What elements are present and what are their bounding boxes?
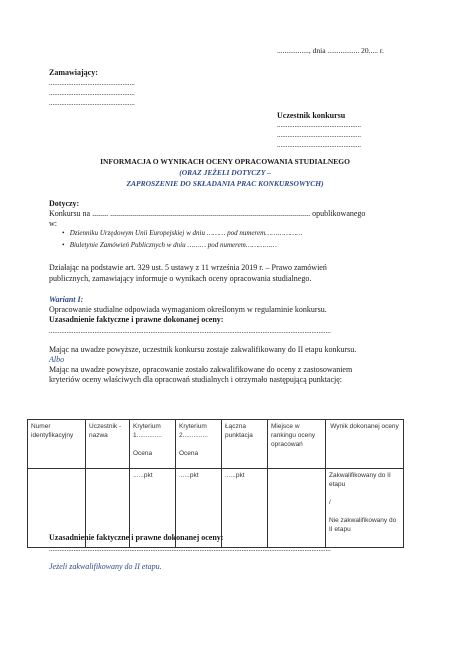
bullet-icon: • bbox=[62, 241, 70, 249]
header-cell: Numer identyfikacyjny bbox=[28, 420, 86, 469]
table-header-row bbox=[28, 420, 404, 469]
header-cell: Miejsce w rankingu oceny opracowań bbox=[268, 420, 326, 469]
majac-line: Mając na uwadze powyższe, uczestnik konkursu zostaje zakwalifikowany do II etapu konkursu. bbox=[49, 345, 357, 354]
header-cell: Kryterium 2.............. Ocena bbox=[176, 420, 222, 469]
intro-line-2: publicznych, zamawiający informuje o wynikach oceny opracowania studialnego. bbox=[49, 274, 312, 283]
cell-kryterium-2: ......pkt bbox=[176, 469, 222, 548]
footer-uzasadnienie-label: Uzasadnienie faktyczne i prawne dokonanej oceny: bbox=[49, 533, 224, 542]
bullet-biuletyn bbox=[62, 241, 277, 249]
konkursu-line: Konkursu na ........ .................................................................................................... opublikowanego bbox=[49, 209, 366, 218]
uczestnik-line-2: ................................................ bbox=[277, 131, 361, 139]
header-cell: Uczestnik - nazwa bbox=[86, 420, 130, 469]
cell-miejsce bbox=[268, 469, 326, 548]
footer-uzasadnienie-dots: ................................................................................................................................................................. bbox=[49, 545, 331, 553]
uczestnik-line-3: ................................................ bbox=[277, 141, 361, 149]
uzasadnienie-dots: ................................................................................................................................................................. bbox=[49, 327, 331, 335]
albo-label: Albo bbox=[49, 355, 65, 364]
title-sub-2: ZAPROSZENIE DO SKŁADANIA PRAC KONKURSOWYCH) bbox=[126, 179, 324, 188]
dotyczy-label: Dotyczy: bbox=[49, 199, 80, 208]
uczestnik-label: Uczestnik konkursu bbox=[277, 111, 346, 120]
majac2-line-1: Mając na uwadze powyższe, opracowanie zostało zakwalifikowane do oceny z zastosowaniem bbox=[49, 365, 353, 374]
zamawiajacy-line-2: ................................................. bbox=[49, 89, 135, 97]
majac2-line-2: kryteriów oceny właściwych dla opracowań studialnych i otrzymało następującą punktację: bbox=[49, 375, 343, 384]
intro-line-1: Działając na podstawie art. 329 ust. 5 ustawy z 11 września 2019 r. – Prawo zamówień bbox=[49, 263, 327, 272]
cell-laczna: ......pkt bbox=[222, 469, 268, 548]
scoring-table bbox=[27, 419, 404, 548]
header-cell: Łączna punktacja bbox=[222, 420, 268, 469]
bullet-dziennik bbox=[62, 229, 303, 237]
zamawiajacy-line-3: ................................................. bbox=[49, 99, 135, 107]
cell-kryterium-1: ......pkt bbox=[130, 469, 176, 548]
date-line: ................., dnia ................. 20..... r. bbox=[277, 46, 384, 55]
wariant-line-1: Opracowanie studialne odpowiada wymaganiom określonym w regulaminie konkursu. bbox=[49, 305, 327, 314]
header-cell: Kryterium 1.............. Ocena bbox=[130, 420, 176, 469]
footer-note: Jeżeli zakwalifikowany do II etapu. bbox=[49, 562, 162, 571]
zamawiajacy-line-1: ................................................. bbox=[49, 79, 135, 87]
title-main: INFORMACJA O WYNIKACH OCENY OPRACOWANIA STUDIALNEGO bbox=[100, 157, 350, 166]
bullet-biuletyn-text: Biuletynie Zamówień Publicznych w dniu ……… pod numerem…………… bbox=[69, 241, 277, 249]
title-sub-1: (ORAZ JEŻELI DOTYCZY – bbox=[179, 168, 271, 177]
wariant-label: Wariant I: bbox=[49, 295, 84, 304]
uzasadnienie-label: Uzasadnienie faktyczne i prawne dokonanej oceny: bbox=[49, 315, 224, 324]
cell-wynik: Zakwalifikowany do II etapu / Nie zakwalifikowany do II etapu bbox=[326, 469, 404, 548]
header-cell: Wynik dokonanej oceny bbox=[326, 420, 404, 469]
bullet-icon: • bbox=[62, 229, 70, 237]
w-line: w: bbox=[49, 219, 57, 228]
uczestnik-line-1: ................................................ bbox=[277, 121, 361, 129]
bullet-dziennik-text: Dzienniku Urzędowym Unii Europejskiej w dniu ……… pod numerem……………… bbox=[69, 229, 303, 237]
zamawiajacy-label: Zamawiający: bbox=[49, 68, 98, 77]
